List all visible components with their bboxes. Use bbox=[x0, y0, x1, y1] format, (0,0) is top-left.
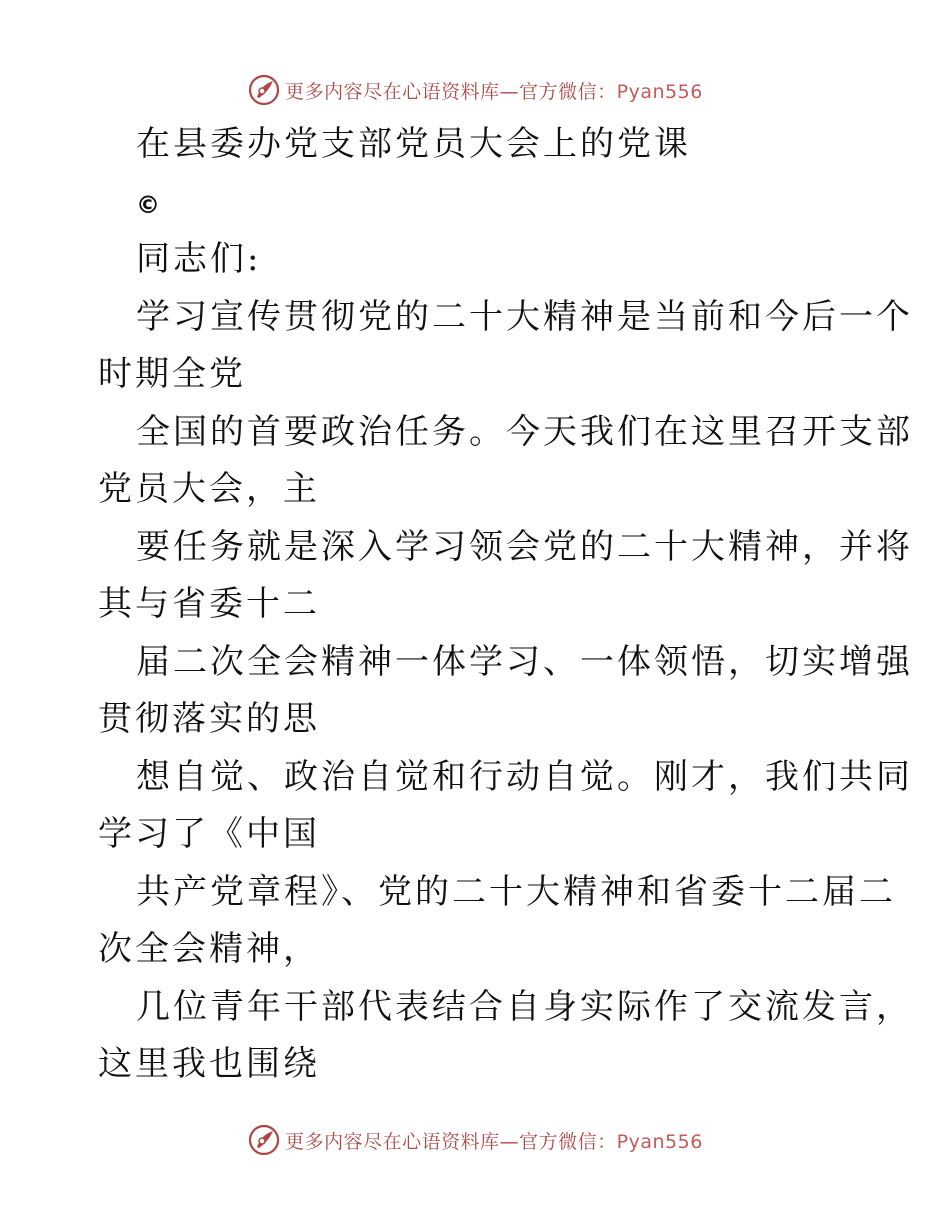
paragraph-line: 要任务就是深入学习领会党的二十大精神，并将 bbox=[136, 526, 913, 567]
paragraph-line: 学习宣传贯彻党的二十大精神是当前和今后一个 bbox=[136, 296, 913, 337]
watermark-text: 更多内容尽在心语资料库—官方微信：Pyan556 bbox=[285, 1130, 703, 1153]
quill-logo-icon bbox=[247, 73, 281, 107]
paragraph-line: 这里我也围绕 bbox=[98, 1044, 320, 1084]
paragraph-line: 贯彻落实的思 bbox=[98, 699, 320, 739]
copyright-symbol bbox=[98, 174, 858, 232]
paragraph-line: 党员大会，主 bbox=[98, 469, 320, 509]
wechat-id: Pyan556 bbox=[616, 1130, 703, 1153]
document-title: 在县委办党支部党员大会上的党课 bbox=[136, 124, 691, 164]
paragraph-line: 几位青年干部代表结合自身实际作了交流发言， bbox=[136, 986, 913, 1027]
quill-logo-icon bbox=[247, 1123, 281, 1157]
watermark-text: 更多内容尽在心语资料库—官方微信：Pyan556 bbox=[285, 80, 703, 103]
wechat-id: Pyan556 bbox=[616, 80, 703, 103]
paragraph-line: 全国的首要政治任务。今天我们在这里召开支部 bbox=[136, 411, 913, 452]
header-watermark-banner bbox=[0, 68, 950, 112]
document-body bbox=[98, 116, 913, 1094]
paragraph-line: 次全会精神， bbox=[98, 929, 320, 969]
copyright-icon: © bbox=[136, 190, 163, 219]
paragraph-line: 学习了《中国 bbox=[98, 814, 320, 854]
paragraph-line: 时期全党 bbox=[98, 354, 246, 394]
footer-watermark-banner bbox=[0, 1118, 950, 1162]
paragraph-line: 其与省委十二 bbox=[98, 584, 320, 624]
paragraph-line: 想自觉、政治自觉和行动自觉。刚才，我们共同 bbox=[136, 756, 913, 797]
salutation: 同志们: bbox=[136, 239, 262, 279]
paragraph-line: 共产党章程》、党的二十大精神和省委十二届二 bbox=[136, 871, 896, 912]
paragraph-line: 届二次全会精神一体学习、一体领悟，切实增强 bbox=[136, 641, 913, 682]
